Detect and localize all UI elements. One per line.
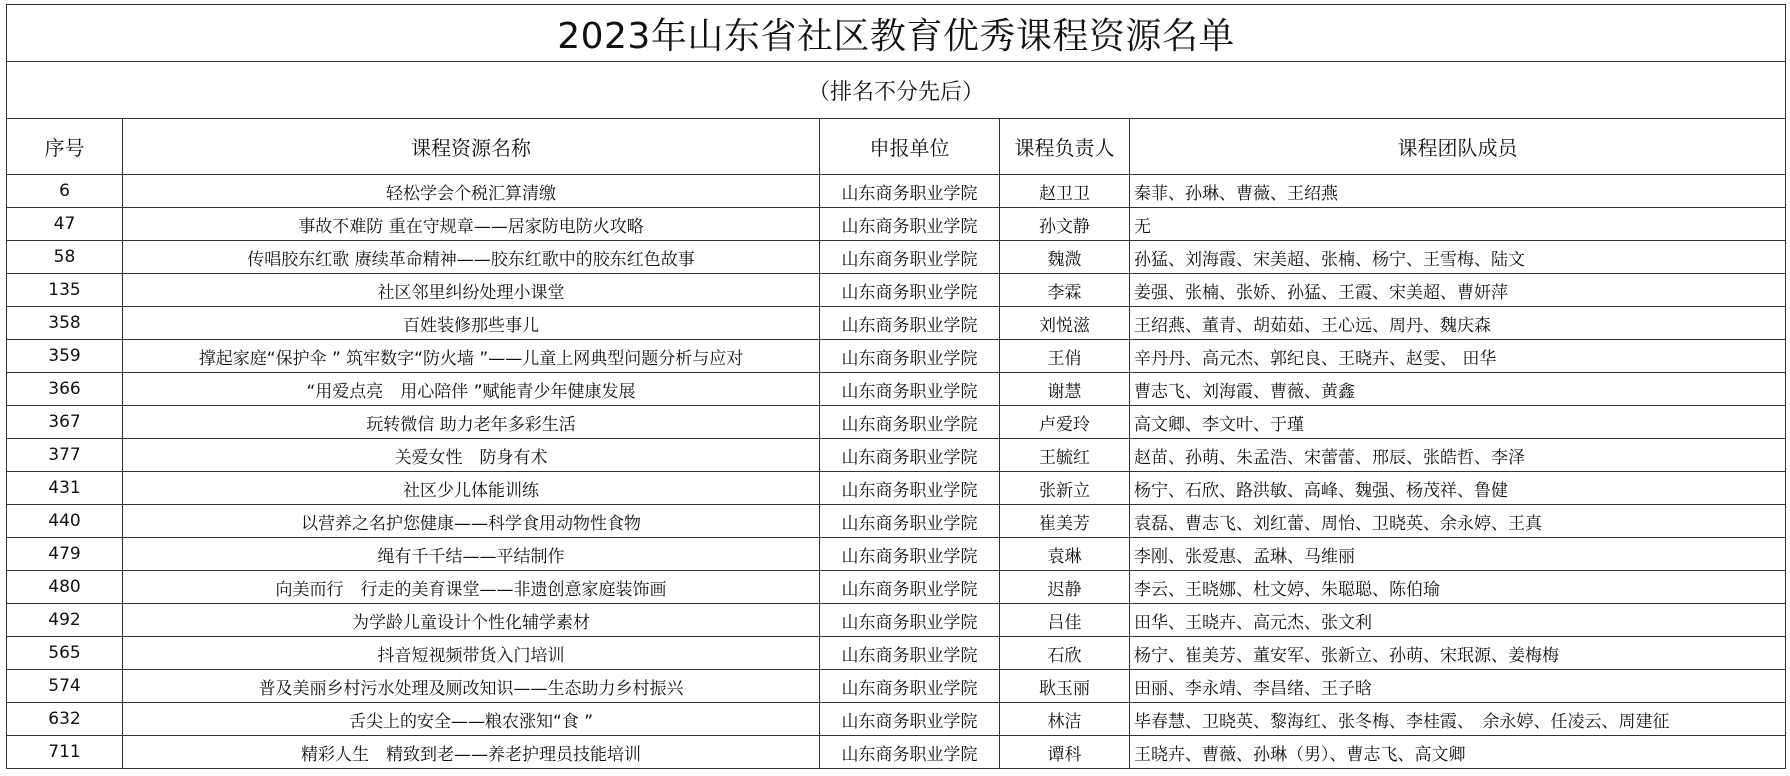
header-no: 序号 <box>7 119 123 175</box>
table-row <box>7 175 1786 208</box>
cell-lead: 王俏 <box>1000 340 1130 373</box>
cell-course-name: 传唱胶东红歌 赓续革命精神——胶东红歌中的胶东红色故事 <box>123 241 820 274</box>
cell-unit: 山东商务职业学院 <box>820 637 1000 670</box>
cell-team: 高文卿、李文叶、于瑾 <box>1130 406 1786 439</box>
cell-team: 田华、王晓卉、高元杰、张文利 <box>1130 604 1786 637</box>
cell-course-name: 玩转微信 助力老年多彩生活 <box>123 406 820 439</box>
header-team: 课程团队成员 <box>1130 119 1786 175</box>
cell-no: 367 <box>7 406 123 439</box>
cell-unit: 山东商务职业学院 <box>820 439 1000 472</box>
cell-no: 440 <box>7 505 123 538</box>
table-row <box>7 571 1786 604</box>
cell-team: 辛丹丹、高元杰、郭纪良、王晓卉、赵雯、 田华 <box>1130 340 1786 373</box>
cell-team: 李刚、张爱惠、孟琳、马维丽 <box>1130 538 1786 571</box>
cell-unit: 山东商务职业学院 <box>820 670 1000 703</box>
cell-no: 632 <box>7 703 123 736</box>
cell-team: 无 <box>1130 208 1786 241</box>
cell-lead: 赵卫卫 <box>1000 175 1130 208</box>
cell-team: 姜强、张楠、张娇、孙猛、王霞、宋美超、曹妍萍 <box>1130 274 1786 307</box>
cell-unit: 山东商务职业学院 <box>820 505 1000 538</box>
header-course-name: 课程资源名称 <box>123 119 820 175</box>
document-subtitle: （排名不分先后） <box>7 62 1786 119</box>
cell-lead: 吕佳 <box>1000 604 1130 637</box>
header-unit: 申报单位 <box>820 119 1000 175</box>
cell-unit: 山东商务职业学院 <box>820 604 1000 637</box>
cell-unit: 山东商务职业学院 <box>820 241 1000 274</box>
header-lead: 课程负责人 <box>1000 119 1130 175</box>
cell-lead: 刘悦滋 <box>1000 307 1130 340</box>
cell-unit: 山东商务职业学院 <box>820 538 1000 571</box>
table-header-row <box>7 119 1786 175</box>
cell-lead: 李霖 <box>1000 274 1130 307</box>
cell-team: 杨宁、石欣、路洪敏、高峰、魏强、杨茂祥、鲁健 <box>1130 472 1786 505</box>
cell-unit: 山东商务职业学院 <box>820 373 1000 406</box>
cell-team: 杨宁、崔美芳、董安军、张新立、孙萌、宋珉源、姜梅梅 <box>1130 637 1786 670</box>
table-row <box>7 472 1786 505</box>
cell-unit: 山东商务职业学院 <box>820 175 1000 208</box>
document-title: 2023年山东省社区教育优秀课程资源名单 <box>7 5 1786 62</box>
cell-lead: 耿玉丽 <box>1000 670 1130 703</box>
table-row <box>7 505 1786 538</box>
cell-no: 135 <box>7 274 123 307</box>
cell-team: 秦菲、孙琳、曹薇、王绍燕 <box>1130 175 1786 208</box>
table-row <box>7 307 1786 340</box>
cell-lead: 林洁 <box>1000 703 1130 736</box>
cell-lead: 张新立 <box>1000 472 1130 505</box>
cell-course-name: 为学龄儿童设计个性化辅学素材 <box>123 604 820 637</box>
cell-no: 377 <box>7 439 123 472</box>
cell-course-name: 关爱女性 防身有术 <box>123 439 820 472</box>
cell-lead: 孙文静 <box>1000 208 1130 241</box>
table-row <box>7 538 1786 571</box>
table-row <box>7 208 1786 241</box>
cell-course-name: 精彩人生 精致到老——养老护理员技能培训 <box>123 736 820 769</box>
cell-course-name: 轻松学会个税汇算清缴 <box>123 175 820 208</box>
cell-course-name: 绳有千千结——平结制作 <box>123 538 820 571</box>
cell-lead: 迟静 <box>1000 571 1130 604</box>
table-row <box>7 637 1786 670</box>
cell-lead: 崔美芳 <box>1000 505 1130 538</box>
table-row <box>7 274 1786 307</box>
cell-team: 袁磊、曹志飞、刘红蕾、周怡、卫晓英、余永婷、王真 <box>1130 505 1786 538</box>
cell-lead: 袁琳 <box>1000 538 1130 571</box>
cell-team: 赵苗、孙萌、朱孟浩、宋蕾蕾、邢辰、张皓哲、李泽 <box>1130 439 1786 472</box>
cell-lead: 谭科 <box>1000 736 1130 769</box>
cell-lead: 王毓红 <box>1000 439 1130 472</box>
table-row <box>7 736 1786 769</box>
table-row <box>7 670 1786 703</box>
table-row <box>7 340 1786 373</box>
cell-course-name: 社区少儿体能训练 <box>123 472 820 505</box>
cell-course-name: 百姓装修那些事儿 <box>123 307 820 340</box>
cell-lead: 石欣 <box>1000 637 1130 670</box>
cell-course-name: 抖音短视频带货入门培训 <box>123 637 820 670</box>
cell-no: 366 <box>7 373 123 406</box>
cell-unit: 山东商务职业学院 <box>820 472 1000 505</box>
cell-team: 田丽、李永靖、李昌绪、王子晗 <box>1130 670 1786 703</box>
cell-unit: 山东商务职业学院 <box>820 736 1000 769</box>
cell-unit: 山东商务职业学院 <box>820 307 1000 340</box>
table-row <box>7 439 1786 472</box>
cell-no: 6 <box>7 175 123 208</box>
cell-course-name: 社区邻里纠纷处理小课堂 <box>123 274 820 307</box>
cell-course-name: 以营养之名护您健康——科学食用动物性食物 <box>123 505 820 538</box>
cell-team: 王晓卉、曹薇、孙琳（男）、曹志飞、高文卿 <box>1130 736 1786 769</box>
cell-course-name: 事故不难防 重在守规章——居家防电防火攻略 <box>123 208 820 241</box>
cell-course-name: 舌尖上的安全——粮农涨知“食 ” <box>123 703 820 736</box>
cell-team: 李云、王晓娜、杜文婷、朱聪聪、陈伯瑜 <box>1130 571 1786 604</box>
cell-no: 358 <box>7 307 123 340</box>
cell-course-name: 普及美丽乡村污水处理及厕改知识——生态助力乡村振兴 <box>123 670 820 703</box>
cell-unit: 山东商务职业学院 <box>820 274 1000 307</box>
cell-course-name: 向美而行 行走的美育课堂——非遗创意家庭装饰画 <box>123 571 820 604</box>
cell-team: 曹志飞、刘海霞、曹薇、黄鑫 <box>1130 373 1786 406</box>
cell-no: 711 <box>7 736 123 769</box>
cell-no: 492 <box>7 604 123 637</box>
cell-unit: 山东商务职业学院 <box>820 406 1000 439</box>
cell-no: 574 <box>7 670 123 703</box>
cell-team: 毕春慧、卫晓英、黎海红、张冬梅、李桂霞、 余永婷、任凌云、周建征 <box>1130 703 1786 736</box>
cell-no: 479 <box>7 538 123 571</box>
cell-unit: 山东商务职业学院 <box>820 208 1000 241</box>
cell-team: 孙猛、刘海霞、宋美超、张楠、杨宁、王雪梅、陆文 <box>1130 241 1786 274</box>
cell-unit: 山东商务职业学院 <box>820 703 1000 736</box>
table-row <box>7 373 1786 406</box>
course-list-table <box>6 4 1786 769</box>
cell-team: 王绍燕、董青、胡茹茹、王心远、周丹、魏庆森 <box>1130 307 1786 340</box>
table-row <box>7 406 1786 439</box>
cell-lead: 谢慧 <box>1000 373 1130 406</box>
cell-course-name: 撑起家庭“保护伞 ” 筑牢数字“防火墙 ”——儿童上网典型问题分析与应对 <box>123 340 820 373</box>
table-row <box>7 703 1786 736</box>
cell-no: 58 <box>7 241 123 274</box>
cell-no: 47 <box>7 208 123 241</box>
cell-lead: 魏溦 <box>1000 241 1130 274</box>
cell-course-name: “用爱点亮 用心陪伴 ”赋能青少年健康发展 <box>123 373 820 406</box>
cell-unit: 山东商务职业学院 <box>820 571 1000 604</box>
cell-no: 480 <box>7 571 123 604</box>
cell-unit: 山东商务职业学院 <box>820 340 1000 373</box>
cell-lead: 卢爱玲 <box>1000 406 1130 439</box>
cell-no: 359 <box>7 340 123 373</box>
table-row <box>7 604 1786 637</box>
cell-no: 565 <box>7 637 123 670</box>
table-row <box>7 241 1786 274</box>
cell-no: 431 <box>7 472 123 505</box>
